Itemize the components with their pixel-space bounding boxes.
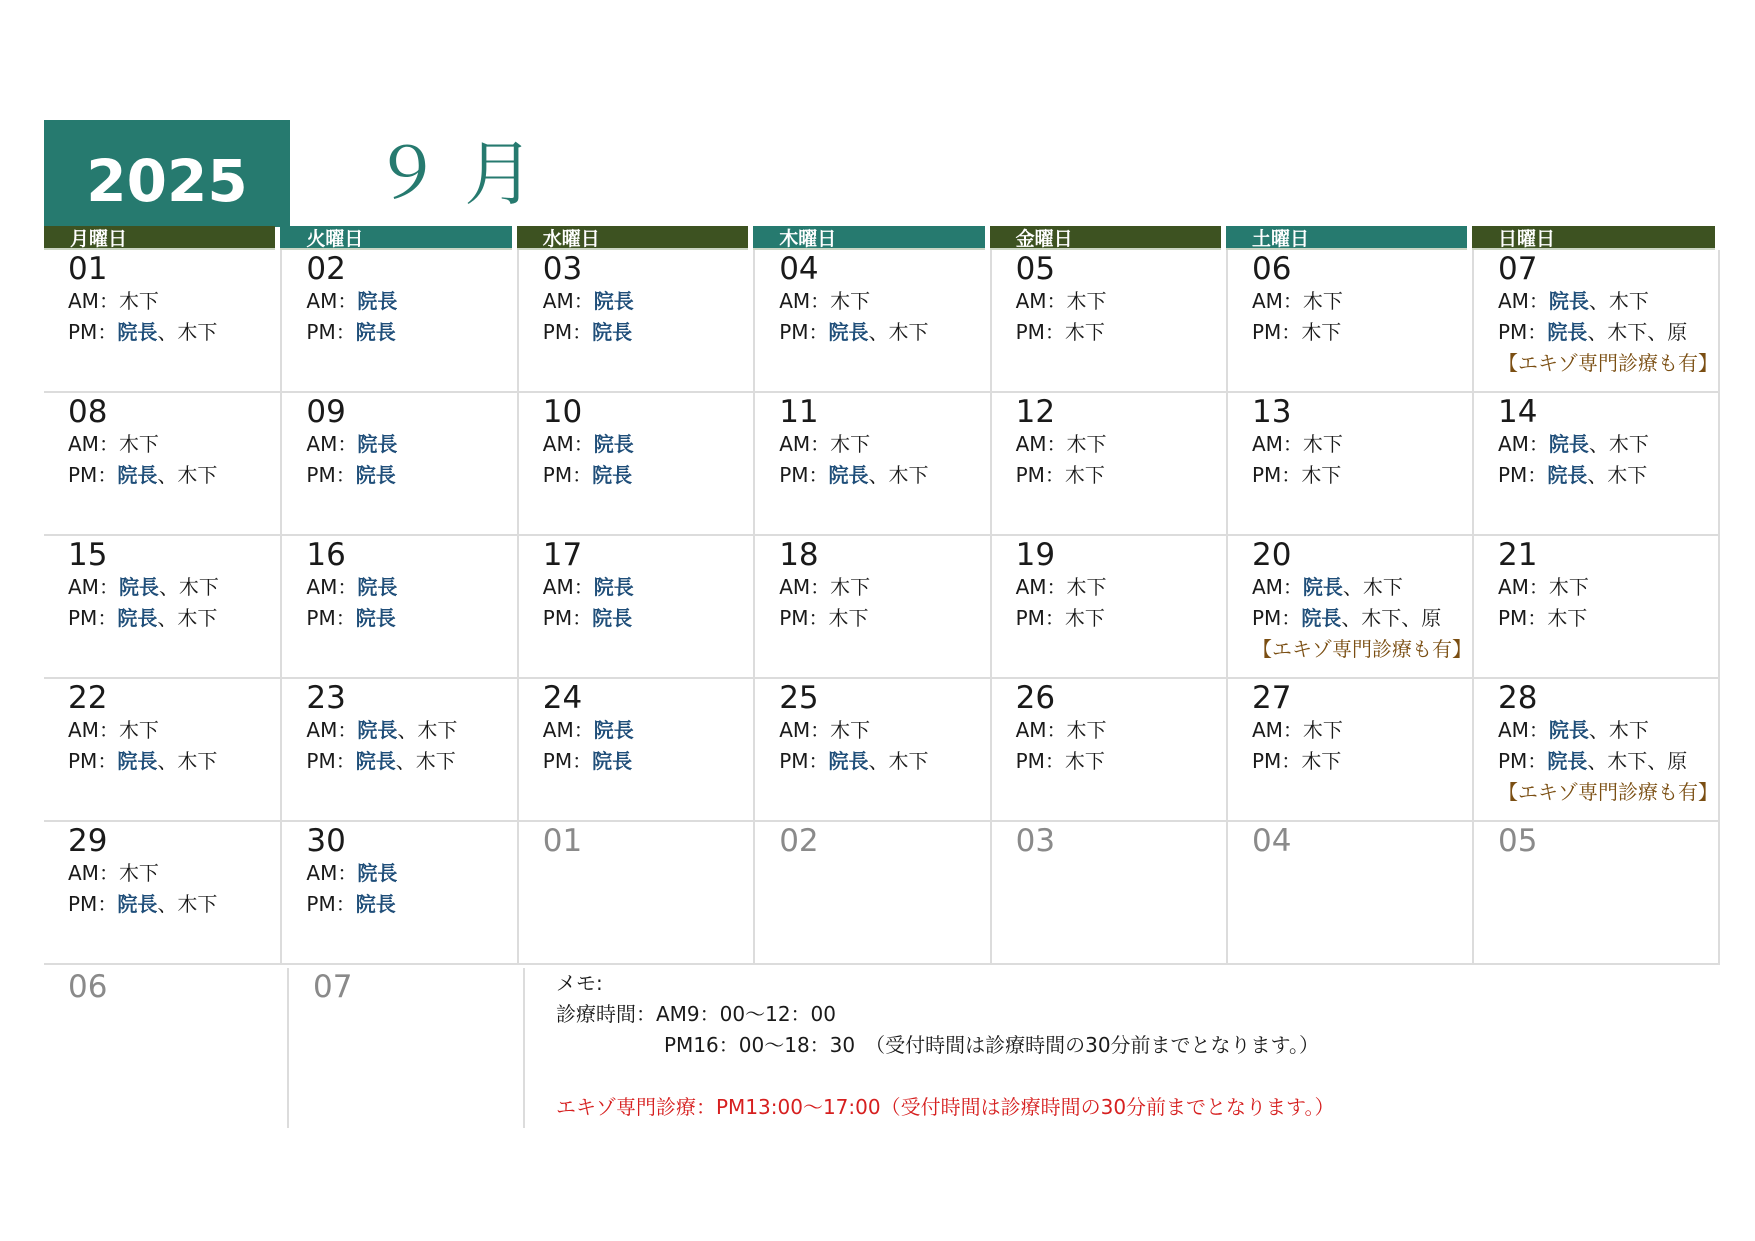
- doctor-name: 院長: [1548, 289, 1589, 313]
- am-schedule: [1252, 286, 1472, 317]
- weekday-header: 木曜日: [753, 226, 984, 250]
- schedule-text: AM：: [68, 718, 119, 742]
- day-cell: [1226, 250, 1472, 393]
- schedule-text: 、木下: [1342, 575, 1403, 599]
- schedule-text: AM：: [68, 861, 119, 885]
- schedule-text: 木下: [830, 718, 871, 742]
- weekday-header: 水曜日: [517, 226, 748, 250]
- am-schedule: [779, 572, 989, 603]
- schedule-text: 木下: [1302, 289, 1343, 313]
- day-cell: [990, 393, 1226, 536]
- memo-hours-am: 診療時間：AM9：00～12：00: [556, 1002, 837, 1026]
- day-number: 07: [313, 969, 353, 1005]
- am-schedule: [306, 572, 516, 603]
- day-number: 08: [68, 394, 108, 430]
- day-cell: [517, 536, 753, 679]
- doctor-name: 院長: [355, 892, 396, 916]
- schedule-text: AM：: [779, 289, 831, 313]
- schedule-text: 木下: [1066, 575, 1107, 599]
- schedule-text: AM：: [1497, 432, 1549, 456]
- day-cell: [44, 393, 280, 536]
- day-number: 09: [306, 394, 346, 430]
- schedule-text: AM：: [306, 575, 358, 599]
- day-number: 12: [1015, 394, 1056, 430]
- day-cell: [990, 679, 1226, 822]
- year-label: 2025: [44, 120, 290, 227]
- day-number: 02: [779, 823, 819, 859]
- schedule-text: 木下: [830, 432, 871, 456]
- schedule-text: 、木下: [868, 749, 929, 773]
- weekday-header: 金曜日: [990, 226, 1221, 250]
- doctor-name: 院長: [592, 320, 633, 344]
- am-schedule: [1252, 429, 1472, 460]
- schedule-text: PM：: [1015, 606, 1065, 630]
- pm-schedule: [68, 889, 280, 920]
- doctor-name: 院長: [593, 432, 634, 456]
- pm-schedule: [543, 460, 753, 491]
- am-schedule: [543, 715, 753, 746]
- schedule-text: 、木下: [868, 463, 929, 487]
- schedule-text: 木下: [830, 289, 871, 313]
- schedule-text: 、木下: [157, 749, 218, 773]
- weekday-header: 火曜日: [280, 226, 511, 250]
- day-number: 20: [1251, 537, 1292, 573]
- day-cell-last-1: [44, 968, 287, 1128]
- month-title: ９ 月: [372, 133, 535, 215]
- am-schedule: [68, 858, 280, 889]
- pm-schedule: [306, 603, 516, 634]
- pm-schedule: [543, 603, 753, 634]
- schedule-text: PM：: [68, 606, 118, 630]
- day-cell: [1226, 679, 1472, 822]
- doctor-name: 院長: [357, 432, 398, 456]
- schedule-text: AM：: [306, 432, 358, 456]
- day-number: 30: [306, 823, 346, 859]
- am-schedule: [306, 715, 516, 746]
- day-number: 01: [542, 823, 583, 859]
- doctor-name: 院長: [592, 606, 633, 630]
- schedule-text: PM：: [306, 749, 356, 773]
- schedule-text: 、木下: [157, 463, 218, 487]
- day-cell: [44, 536, 280, 679]
- pm-schedule: [1016, 746, 1226, 777]
- schedule-text: 、木下、原: [1587, 320, 1688, 344]
- doctor-name: 院長: [828, 463, 869, 487]
- memo-hours-pm: PM16：00～18：30 （受付時間は診療時間の30分前までとなります。）: [664, 1033, 1319, 1057]
- schedule-text: 木下: [1301, 749, 1342, 773]
- doctor-name: 院長: [1547, 749, 1588, 773]
- schedule-text: 、木下、原: [1587, 749, 1688, 773]
- day-number: 02: [306, 251, 346, 287]
- doctor-name: 院長: [828, 320, 869, 344]
- schedule-text: 木下: [1064, 320, 1105, 344]
- am-schedule: [1498, 429, 1718, 460]
- day-cell: [753, 679, 989, 822]
- am-schedule: [1498, 715, 1718, 746]
- schedule-text: AM：: [1251, 289, 1303, 313]
- day-number: 24: [542, 680, 583, 716]
- schedule-text: AM：: [542, 432, 594, 456]
- day-number: 04: [1251, 823, 1292, 859]
- day-number: 28: [1497, 680, 1538, 716]
- am-schedule: [68, 715, 280, 746]
- day-cell-last-2: [287, 968, 523, 1128]
- am-schedule: [68, 429, 280, 460]
- pm-schedule: [68, 317, 280, 348]
- schedule-text: PM：: [306, 463, 356, 487]
- schedule-text: 木下: [1548, 575, 1589, 599]
- doctor-name: 院長: [355, 749, 396, 773]
- pm-schedule: [1016, 460, 1226, 491]
- day-number: 23: [306, 680, 346, 716]
- pm-schedule: [543, 746, 753, 777]
- schedule-text: 、木下: [868, 320, 929, 344]
- doctor-name: 院長: [357, 575, 398, 599]
- am-schedule: [1498, 572, 1718, 603]
- day-number: 29: [68, 823, 108, 859]
- schedule-text: AM：: [306, 289, 358, 313]
- day-number: 22: [68, 680, 108, 716]
- day-number: 21: [1497, 537, 1538, 573]
- schedule-text: 木下: [1066, 718, 1107, 742]
- memo-label: メモ:: [556, 971, 603, 995]
- schedule-text: PM：: [779, 320, 829, 344]
- doctor-name: 院長: [355, 320, 396, 344]
- am-schedule: [1252, 715, 1472, 746]
- schedule-text: PM：: [1497, 606, 1548, 630]
- schedule-text: PM：: [779, 606, 829, 630]
- schedule-text: AM：: [68, 575, 119, 599]
- day-cell: [1226, 393, 1472, 536]
- day-number: 05: [1497, 823, 1538, 859]
- day-number: 03: [1015, 823, 1056, 859]
- am-schedule: [543, 286, 753, 317]
- schedule-text: 木下: [1302, 718, 1343, 742]
- schedule-text: 、木下、原: [1341, 606, 1442, 630]
- calendar-grid: [44, 226, 1720, 965]
- day-cell: [753, 250, 989, 393]
- pm-schedule: [1498, 746, 1718, 777]
- schedule-text: PM：: [1015, 320, 1065, 344]
- doctor-name: 院長: [1302, 575, 1343, 599]
- schedule-text: PM：: [1497, 320, 1548, 344]
- pm-schedule: [779, 603, 989, 634]
- memo-exotic: エキゾ専門診療：PM13:00～17:00（受付時間は診療時間の30分前までとなります。）: [556, 1095, 1335, 1119]
- doctor-name: 院長: [117, 892, 158, 916]
- doctor-name: 院長: [593, 575, 634, 599]
- day-cell: [753, 822, 989, 965]
- schedule-text: PM：: [542, 749, 593, 773]
- schedule-text: AM：: [542, 575, 594, 599]
- am-schedule: [1016, 286, 1226, 317]
- weekday-header: 日曜日: [1472, 226, 1715, 250]
- day-number: 27: [1251, 680, 1292, 716]
- schedule-text: AM：: [68, 289, 119, 313]
- pm-schedule: [779, 317, 989, 348]
- pm-schedule: [68, 746, 280, 777]
- am-schedule: [1252, 572, 1472, 603]
- day-cell: [280, 393, 516, 536]
- day-cell: [280, 822, 516, 965]
- schedule-text: PM：: [779, 749, 829, 773]
- schedule-text: AM：: [1497, 718, 1549, 742]
- pm-schedule: [1016, 603, 1226, 634]
- day-number: 15: [68, 537, 108, 573]
- day-cell: [1226, 822, 1472, 965]
- am-schedule: [306, 286, 516, 317]
- schedule-text: 、木下: [397, 718, 458, 742]
- doctor-name: 院長: [357, 718, 398, 742]
- day-number: 01: [68, 251, 108, 287]
- schedule-text: 木下: [118, 289, 159, 313]
- schedule-text: PM：: [542, 606, 593, 630]
- day-cell: [753, 536, 989, 679]
- pm-schedule: [68, 460, 280, 491]
- schedule-text: 、木下: [157, 606, 218, 630]
- pm-schedule: [1252, 746, 1472, 777]
- day-cell: [990, 822, 1226, 965]
- doctor-name: 院長: [118, 575, 159, 599]
- doctor-name: 院長: [592, 463, 633, 487]
- doctor-name: 院長: [593, 718, 634, 742]
- day-cell: [753, 393, 989, 536]
- day-cell: [44, 679, 280, 822]
- doctor-name: 院長: [1547, 320, 1588, 344]
- exotic-note: 【エキゾ専門診療も有】: [1497, 780, 1718, 804]
- pm-schedule: [306, 746, 516, 777]
- doctor-name: 院長: [1547, 463, 1588, 487]
- schedule-text: 木下: [1066, 432, 1107, 456]
- am-schedule: [306, 429, 516, 460]
- pm-schedule: [779, 460, 989, 491]
- am-schedule: [1016, 429, 1226, 460]
- schedule-text: 木下: [1301, 320, 1342, 344]
- schedule-text: 、木下: [1588, 289, 1649, 313]
- schedule-text: PM：: [68, 463, 118, 487]
- day-number: 03: [542, 251, 583, 287]
- doctor-name: 院長: [1548, 718, 1589, 742]
- day-cell: [44, 822, 280, 965]
- schedule-text: 木下: [1064, 749, 1105, 773]
- schedule-text: PM：: [1497, 749, 1548, 773]
- schedule-text: AM：: [542, 718, 594, 742]
- day-cell: [44, 250, 280, 393]
- am-schedule: [1016, 715, 1226, 746]
- doctor-name: 院長: [357, 861, 398, 885]
- schedule-text: AM：: [1497, 289, 1549, 313]
- pm-schedule: [1498, 603, 1718, 634]
- day-number: 10: [542, 394, 583, 430]
- schedule-text: PM：: [306, 892, 356, 916]
- schedule-text: PM：: [542, 320, 593, 344]
- doctor-name: 院長: [117, 463, 158, 487]
- schedule-text: 木下: [830, 575, 871, 599]
- schedule-text: AM：: [779, 575, 831, 599]
- schedule-text: 、木下: [1588, 718, 1649, 742]
- am-schedule: [779, 286, 989, 317]
- schedule-text: AM：: [779, 432, 831, 456]
- day-number: 26: [1015, 680, 1056, 716]
- doctor-name: 院長: [828, 749, 869, 773]
- doctor-name: 院長: [117, 749, 158, 773]
- schedule-text: 木下: [828, 606, 869, 630]
- day-number: 16: [306, 537, 346, 573]
- schedule-text: PM：: [68, 320, 118, 344]
- doctor-name: 院長: [117, 606, 158, 630]
- schedule-text: AM：: [542, 289, 594, 313]
- pm-schedule: [1498, 460, 1718, 491]
- schedule-text: AM：: [1015, 575, 1067, 599]
- day-cell: [517, 679, 753, 822]
- schedule-text: PM：: [1015, 749, 1065, 773]
- am-schedule: [68, 286, 280, 317]
- schedule-text: 木下: [1066, 289, 1107, 313]
- schedule-text: 、木下: [157, 892, 218, 916]
- schedule-text: PM：: [542, 463, 593, 487]
- schedule-text: AM：: [1251, 718, 1303, 742]
- am-schedule: [779, 429, 989, 460]
- weekday-header: 土曜日: [1226, 226, 1467, 250]
- day-cell: [280, 679, 516, 822]
- am-schedule: [1016, 572, 1226, 603]
- doctor-name: 院長: [1548, 432, 1589, 456]
- exotic-note: 【エキゾ専門診療も有】: [1251, 637, 1472, 661]
- am-schedule: [68, 572, 280, 603]
- pm-schedule: [306, 460, 516, 491]
- day-cell: [517, 250, 753, 393]
- day-number: 06: [68, 969, 108, 1005]
- am-schedule: [543, 429, 753, 460]
- schedule-text: 木下: [118, 432, 159, 456]
- doctor-name: 院長: [592, 749, 633, 773]
- day-number: 05: [1015, 251, 1056, 287]
- day-number: 17: [542, 537, 583, 573]
- schedule-text: 、木下: [395, 749, 456, 773]
- day-cell: [1472, 393, 1720, 536]
- day-cell: [280, 250, 516, 393]
- schedule-text: AM：: [1015, 289, 1067, 313]
- schedule-text: 木下: [1064, 606, 1105, 630]
- schedule-text: 木下: [118, 861, 159, 885]
- pm-schedule: [1016, 317, 1226, 348]
- day-number: 04: [779, 251, 819, 287]
- schedule-text: 木下: [1064, 463, 1105, 487]
- schedule-text: PM：: [1251, 606, 1302, 630]
- day-number: 06: [1251, 251, 1292, 287]
- schedule-text: AM：: [1251, 575, 1303, 599]
- day-number: 13: [1251, 394, 1292, 430]
- schedule-text: PM：: [779, 463, 829, 487]
- day-cell: [990, 536, 1226, 679]
- doctor-name: 院長: [1301, 606, 1342, 630]
- day-cell: [280, 536, 516, 679]
- exotic-note: 【エキゾ専門診療も有】: [1497, 351, 1718, 375]
- weekday-header: 月曜日: [44, 226, 275, 250]
- schedule-text: PM：: [306, 606, 356, 630]
- pm-schedule: [68, 603, 280, 634]
- day-cell: [517, 822, 753, 965]
- day-cell: [1472, 536, 1720, 679]
- day-number: 18: [779, 537, 819, 573]
- schedule-text: PM：: [1251, 463, 1302, 487]
- am-schedule: [1498, 286, 1718, 317]
- day-number: 14: [1497, 394, 1538, 430]
- am-schedule: [306, 858, 516, 889]
- schedule-text: PM：: [1015, 463, 1065, 487]
- day-cell: [1472, 822, 1720, 965]
- doctor-name: 院長: [593, 289, 634, 313]
- schedule-text: PM：: [68, 892, 118, 916]
- pm-schedule: [1252, 460, 1472, 491]
- day-cell: [1472, 250, 1720, 393]
- doctor-name: 院長: [355, 606, 396, 630]
- pm-schedule: [306, 317, 516, 348]
- schedule-text: AM：: [1015, 432, 1067, 456]
- memo-text: [556, 968, 1334, 1123]
- schedule-text: 、木下: [157, 320, 218, 344]
- day-cell: [517, 393, 753, 536]
- day-cell: [1472, 679, 1720, 822]
- schedule-text: 、木下: [1588, 432, 1649, 456]
- schedule-text: 木下: [1547, 606, 1588, 630]
- schedule-text: 、木下: [1587, 463, 1648, 487]
- day-number: 25: [779, 680, 819, 716]
- schedule-text: AM：: [1497, 575, 1549, 599]
- doctor-name: 院長: [117, 320, 158, 344]
- pm-schedule: [1252, 317, 1472, 348]
- day-cell: [1226, 536, 1472, 679]
- schedule-text: AM：: [306, 861, 358, 885]
- schedule-text: AM：: [1015, 718, 1067, 742]
- schedule-text: PM：: [1251, 320, 1302, 344]
- schedule-text: AM：: [1251, 432, 1303, 456]
- doctor-name: 院長: [355, 463, 396, 487]
- day-number: 19: [1015, 537, 1056, 573]
- schedule-text: PM：: [1497, 463, 1548, 487]
- schedule-text: PM：: [1251, 749, 1302, 773]
- doctor-name: 院長: [357, 289, 398, 313]
- schedule-text: 木下: [118, 718, 159, 742]
- pm-schedule: [543, 317, 753, 348]
- schedule-text: 、木下: [158, 575, 219, 599]
- schedule-text: PM：: [68, 749, 118, 773]
- schedule-text: AM：: [68, 432, 119, 456]
- pm-schedule: [1252, 603, 1472, 634]
- day-number: 07: [1497, 251, 1538, 287]
- pm-schedule: [779, 746, 989, 777]
- schedule-text: PM：: [306, 320, 356, 344]
- schedule-text: 木下: [1302, 432, 1343, 456]
- day-cell: [990, 250, 1226, 393]
- day-number: 11: [779, 394, 819, 430]
- schedule-text: AM：: [306, 718, 358, 742]
- pm-schedule: [306, 889, 516, 920]
- am-schedule: [779, 715, 989, 746]
- am-schedule: [543, 572, 753, 603]
- pm-schedule: [1498, 317, 1718, 348]
- schedule-text: 木下: [1301, 463, 1342, 487]
- schedule-text: AM：: [779, 718, 831, 742]
